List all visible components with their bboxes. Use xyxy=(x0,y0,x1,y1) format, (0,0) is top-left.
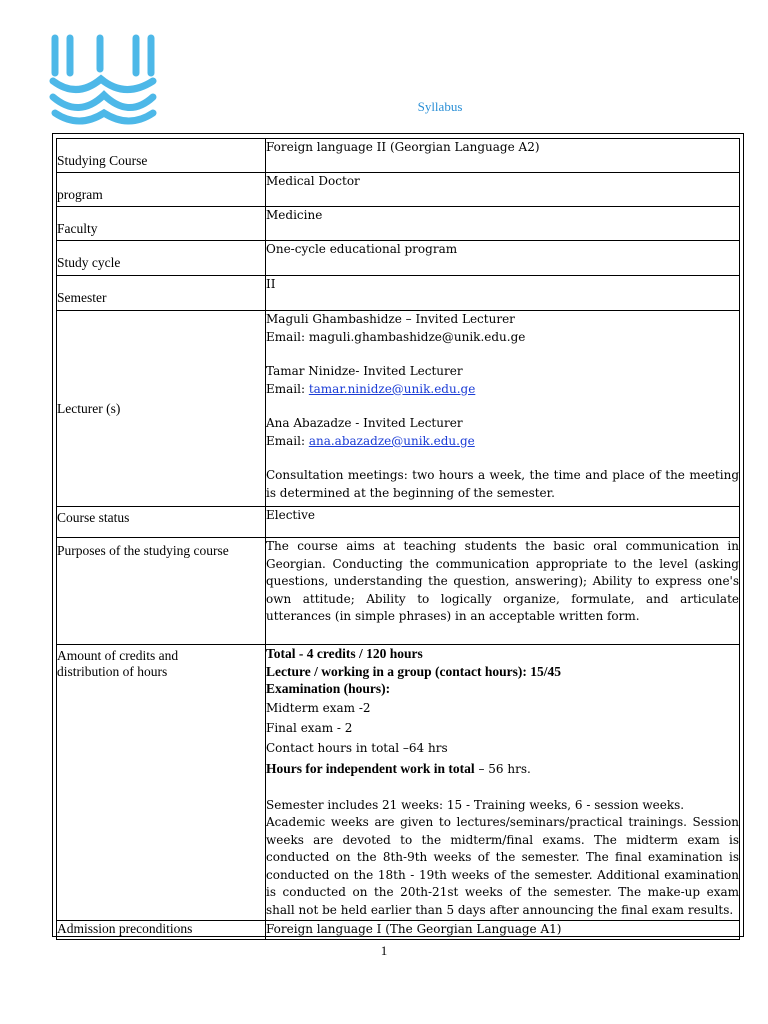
page-number: 1 xyxy=(380,943,388,958)
lecturer-email-link[interactable]: tamar.ninidze@unik.edu.ge xyxy=(308,381,476,396)
faculty-label: Faculty xyxy=(57,221,98,236)
independent-label: Hours for independent work in total xyxy=(266,760,475,776)
program-value: Medical Doctor xyxy=(266,173,740,207)
lecturer-name: Ana Abazadze - Invited Lecturer xyxy=(266,416,463,430)
table-row xyxy=(57,207,740,241)
exam-heading: Examination (hours): xyxy=(266,681,391,696)
table-row xyxy=(57,241,740,276)
lecturer-email: maguli.ghambashidze@unik.edu.ge xyxy=(308,329,526,344)
table-row xyxy=(57,311,740,507)
faculty-value: Medicine xyxy=(266,207,740,241)
semester-label: Semester xyxy=(57,290,107,305)
table-row xyxy=(57,139,740,173)
contact-hours: Contact hours in total –64 hrs xyxy=(266,740,448,755)
lecturers-label: Lecturer (s) xyxy=(57,311,266,507)
syllabus-table xyxy=(56,138,740,940)
table-row xyxy=(57,276,740,311)
final-hours: Final exam - 2 xyxy=(266,720,353,735)
semester-value: II xyxy=(266,276,740,311)
purposes-value: The course aims at teaching students the basic oral communication in Georgian. Conducting the communication appropriate to the level (asking questions, understanding the question, answering); Ability to express one's own attitude; Ability to logically organize, formulate, and articulate utterances (in simple phrases) in an acceptable written form. xyxy=(266,538,740,645)
lecturers-value: Maguli Ghambashidze – Invited Lecturer Email: maguli.ghambashidze@unik.edu.ge Tamar Ninidze- Invited Lecturer Email: tamar.ninidze@unik.edu.ge Ana Abazadze - Invited Lecturer Email: ana.abazadze@unik.edu.ge Consultation meetings: two hours a week, the time and place of the meeting is determined at the beginning of the semester. xyxy=(266,311,740,507)
credits-lecture: Lecture / working in a group (contact hours): 15/45 xyxy=(266,663,561,679)
weeks-note: Semester includes 21 weeks: 15 - Training weeks, 6 - session weeks. xyxy=(266,797,685,812)
course-status-label: Course status xyxy=(57,507,266,538)
credits-label: Amount of credits and distribution of hours xyxy=(57,645,266,921)
credits-value xyxy=(266,645,740,921)
study-cycle-value: One-cycle educational program xyxy=(266,241,740,276)
credits-total: Total - 4 credits / 120 hours xyxy=(266,646,423,661)
consultation-text: Consultation meetings: two hours a week, the time and place of the meeting is determined at the beginning of the semester. xyxy=(266,468,739,500)
midterm-hours: Midterm exam -2 xyxy=(266,700,371,715)
program-label: program xyxy=(57,187,103,202)
lecturer-email-link[interactable]: ana.abazadze@unik.edu.ge xyxy=(308,433,475,448)
table-row xyxy=(57,538,740,645)
preconditions-label: Admission preconditions xyxy=(57,921,266,940)
table-row xyxy=(57,173,740,207)
studying-course-label: Studying Course xyxy=(57,153,148,168)
course-status-value: Elective xyxy=(266,507,740,538)
document-title: Syllabus xyxy=(417,99,463,114)
studying-course-value: Foreign language II (Georgian Language A2) xyxy=(266,139,740,173)
study-cycle-label: Study cycle xyxy=(57,255,121,270)
table-row xyxy=(57,507,740,538)
weeks-details: Academic weeks are given to lectures/seminars/practical trainings. Session weeks are devoted to the midterm/final exams. The midterm exam is conducted on the 8th-9th weeks of the semester. The final examination is conducted on the 18th - 19th weeks of the semester. Additional examination is conducted on the 20th-21st weeks of the semester. The make-up exam shall not be held earlier than 5 days after announcing the final exam results. xyxy=(266,815,739,917)
purposes-label: Purposes of the studying course xyxy=(57,538,266,645)
table-row xyxy=(57,921,740,940)
preconditions-value: Foreign language I (The Georgian Language A1) xyxy=(266,921,740,940)
lecturer-name: Tamar Ninidze- Invited Lecturer xyxy=(266,364,463,378)
independent-value: – 56 hrs. xyxy=(474,761,531,776)
table-row xyxy=(57,645,740,921)
lecturer-name: Maguli Ghambashidze – Invited Lecturer xyxy=(266,312,515,326)
